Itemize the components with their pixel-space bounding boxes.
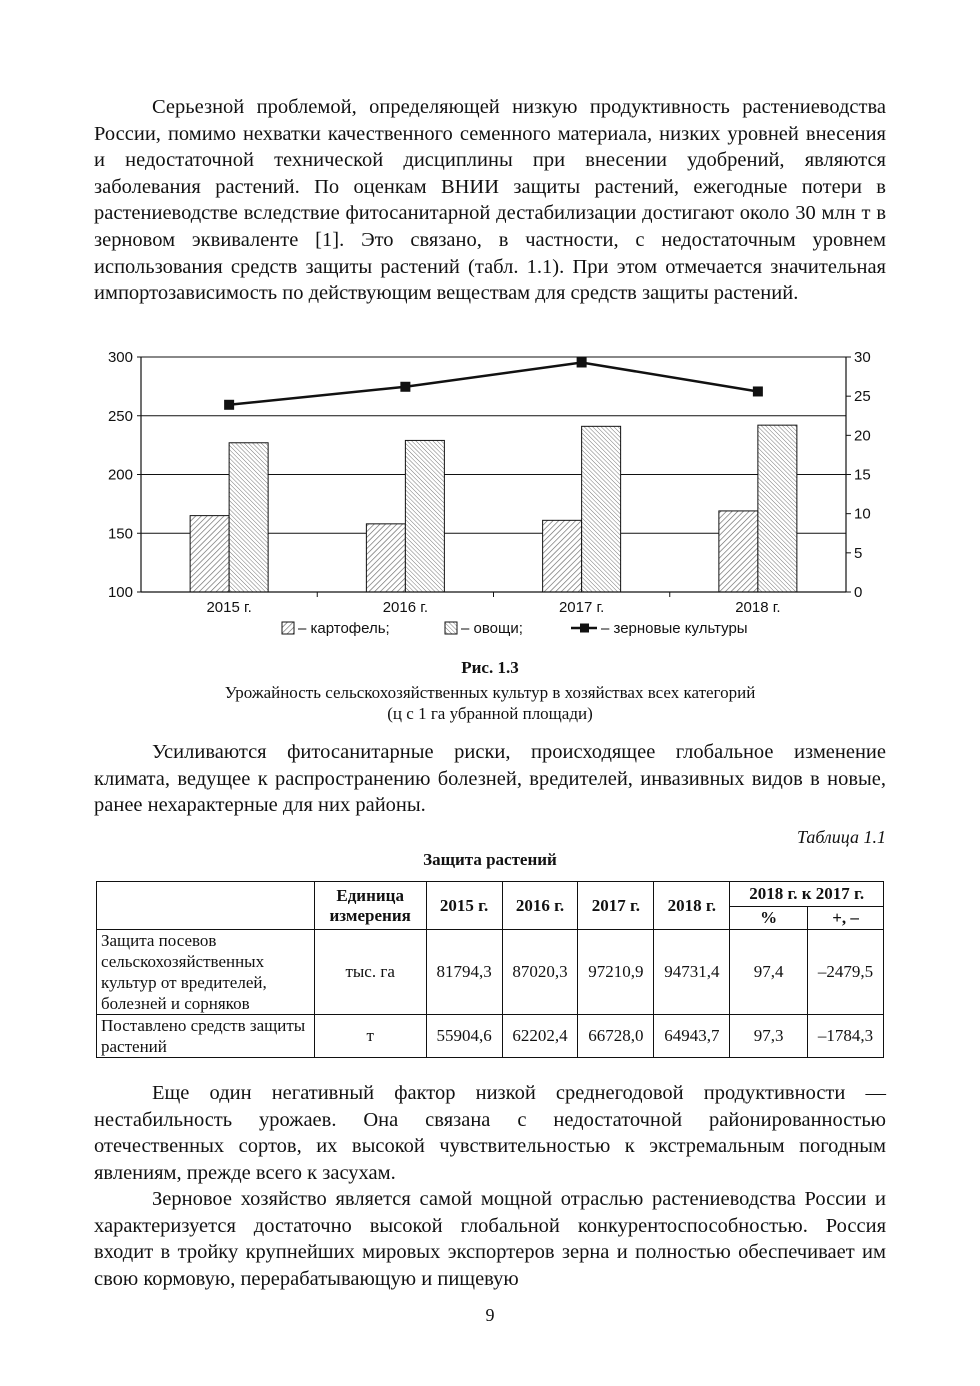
paragraph-instability: Еще один негативный фактор низкой среднегодовой продуктивности — нестабильность урожаев. Она связана с недостаточной районированностью отечественных сортов, их высокой чувствительностью к экстремальным погодным явлениям, прежде всего к засухам. bbox=[94, 1082, 886, 1184]
plant-protection-table bbox=[96, 881, 884, 1058]
chart-grain-line bbox=[224, 357, 763, 409]
chart-legend bbox=[282, 620, 748, 637]
bar-potato bbox=[543, 520, 582, 592]
legend-marker-grain bbox=[580, 624, 589, 633]
header-empty bbox=[97, 882, 315, 930]
table-row bbox=[97, 1015, 884, 1058]
cell-2017: 66728,0 bbox=[578, 1015, 654, 1058]
right-tick-label: 20 bbox=[854, 427, 871, 445]
header-unit: Единица измерения bbox=[314, 882, 426, 930]
bar-vegetables bbox=[405, 440, 444, 592]
cell-unit: тыс. га bbox=[314, 930, 426, 1015]
page-number: 9 bbox=[485, 1305, 495, 1325]
header-percent: % bbox=[730, 907, 808, 930]
grain-line bbox=[229, 362, 758, 404]
row-label: Защита посевов сельскохозяйственных культур от вредителей, болезней и сорняков bbox=[97, 930, 315, 1015]
right-tick-label: 0 bbox=[854, 584, 863, 601]
right-tick-label: 5 bbox=[854, 544, 863, 562]
bar-potato bbox=[190, 516, 229, 592]
header-2016: 2016 г. bbox=[502, 882, 578, 930]
right-tick-label: 25 bbox=[854, 388, 871, 406]
header-2018: 2018 г. bbox=[654, 882, 730, 930]
bar-potato bbox=[366, 524, 405, 592]
paragraph-grain: Зерновое хозяйство является самой мощной отраслью растениеводства России и характеризуется достаточно высокой глобальной конкурентоспособностью. Россия входит в тройку крупнейших мировых экспортеров зерна и полностью обеспечивает им свою кормовую, перерабатывающую и пищевую bbox=[94, 1188, 886, 1290]
left-tick-label: 300 bbox=[107, 349, 133, 366]
header-ratio: 2018 г. к 2017 г. bbox=[730, 882, 884, 907]
right-tick-label: 15 bbox=[854, 466, 871, 484]
legend-swatch-potato bbox=[282, 622, 294, 634]
bar-vegetables bbox=[758, 425, 797, 592]
cell-unit: т bbox=[314, 1015, 426, 1058]
category-label: 2016 г. bbox=[382, 599, 429, 616]
yield-chart bbox=[94, 340, 894, 650]
bar-potato bbox=[719, 511, 758, 592]
row-label: Поставлено средств защиты растений bbox=[97, 1015, 315, 1058]
right-tick-label: 30 bbox=[854, 349, 871, 366]
cell-2017: 97210,9 bbox=[578, 930, 654, 1015]
table-row bbox=[97, 930, 884, 1015]
table-number: Таблица 1.1 bbox=[796, 827, 886, 847]
grain-point bbox=[400, 382, 410, 392]
left-tick-label: 250 bbox=[107, 407, 133, 425]
bar-vegetables bbox=[229, 443, 268, 592]
cell-diff: –1784,3 bbox=[808, 1015, 884, 1058]
left-tick-label: 100 bbox=[107, 584, 133, 601]
left-tick-label: 150 bbox=[107, 525, 133, 543]
legend-label-potato: – картофель; bbox=[298, 620, 390, 637]
cell-diff: –2479,5 bbox=[808, 930, 884, 1015]
cell-2018: 64943,7 bbox=[654, 1015, 730, 1058]
figure-caption-line1: Урожайность сельскохозяйственных культур в хозяйствах всех категорий bbox=[224, 683, 756, 702]
grain-point bbox=[224, 400, 234, 410]
cell-2018: 94731,4 bbox=[654, 930, 730, 1015]
cell-2016: 87020,3 bbox=[502, 930, 578, 1015]
paragraph-risks: Усиливаются фитосанитарные риски, происходящее глобальное изменение климата, ведущее к распространению болезней, вредителей, инвазивных видов в новые, ранее нехарактерные для них районы. bbox=[94, 741, 886, 817]
table-title: Защита растений bbox=[423, 850, 557, 869]
paragraph-intro: Серьезной проблемой, определяющей низкую продуктивность растениеводства России, помимо нехватки качественного семенного материала, низких уровней внесения и недостаточной технической дисциплины при внесении удобрений, являются заболевания растений. По оценкам ВНИИ защиты растений, ежегодные потери в растениеводстве вследствие фитосанитарной дестабилизации достигают около 30 млн т в зерновом эквиваленте [1]. Это связано, в частности, с недостаточным уровнем использования средств защиты растений (табл. 1.1). При этом отмечается значительная импортозависимость по действующим веществам для средств защиты растений. bbox=[94, 96, 886, 305]
chart-bars bbox=[190, 425, 797, 592]
header-diff: +, – bbox=[808, 907, 884, 930]
figure-caption bbox=[94, 682, 886, 724]
header-2017: 2017 г. bbox=[578, 882, 654, 930]
left-tick-label: 200 bbox=[107, 466, 133, 484]
legend-swatch-vegetables bbox=[445, 622, 457, 634]
right-tick-label: 10 bbox=[854, 505, 871, 523]
figure-number: Рис. 1.3 bbox=[461, 658, 519, 677]
cell-percent: 97,4 bbox=[730, 930, 808, 1015]
cell-2015: 55904,6 bbox=[426, 1015, 502, 1058]
header-2015: 2015 г. bbox=[426, 882, 502, 930]
table-header-row bbox=[97, 882, 884, 907]
legend-label-grain: – зерновые культуры bbox=[601, 620, 748, 637]
category-label: 2017 г. bbox=[558, 599, 605, 616]
bar-vegetables bbox=[582, 426, 621, 592]
cell-2015: 81794,3 bbox=[426, 930, 502, 1015]
cell-percent: 97,3 bbox=[730, 1015, 808, 1058]
figure-caption-line2: (ц с 1 га убранной площади) bbox=[387, 704, 593, 723]
category-label: 2015 г. bbox=[206, 599, 252, 616]
legend-label-vegetables: – овощи; bbox=[461, 620, 523, 637]
grain-point bbox=[577, 357, 587, 367]
category-label: 2018 г. bbox=[735, 599, 781, 616]
grain-point bbox=[753, 386, 763, 396]
cell-2016: 62202,4 bbox=[502, 1015, 578, 1058]
